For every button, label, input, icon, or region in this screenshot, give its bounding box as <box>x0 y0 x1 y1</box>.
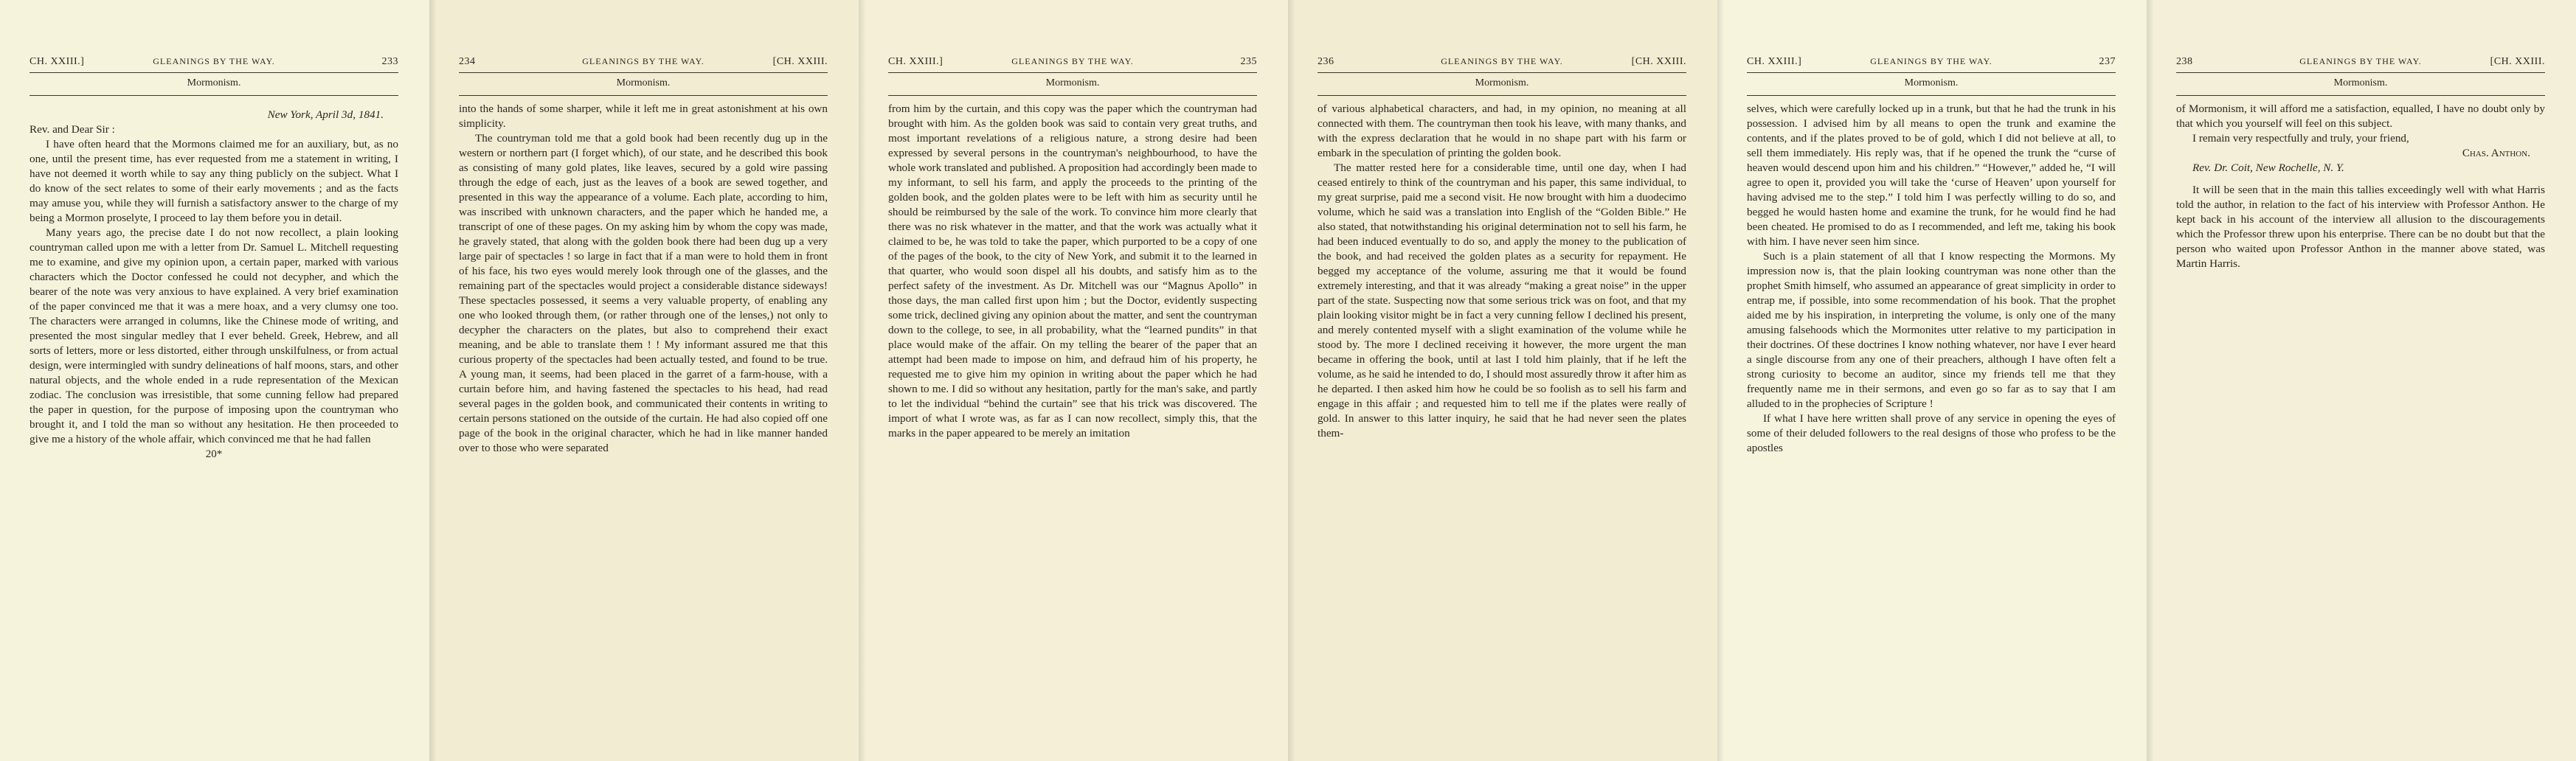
page-gutter <box>1288 0 1295 761</box>
running-head <box>1747 53 2116 73</box>
page-body <box>888 102 1257 441</box>
running-title: GLEANINGS BY THE WAY. <box>582 56 704 66</box>
running-title: GLEANINGS BY THE WAY. <box>153 56 275 66</box>
page-number: 233 <box>381 56 398 67</box>
section-subtitle: Mormonism. <box>1475 77 1529 88</box>
chapter-label: CH. XXIII.] <box>1747 56 1802 67</box>
page-number: 235 <box>1240 56 1257 67</box>
chapter-label: CH. XXIII.] <box>30 56 85 67</box>
paragraph: Many years ago, the precise date I do not now recollect, a plain looking countryman called upon me with a letter from Dr. Samuel L. Mitchell requesting me to examine, and give my opinion upon, a certain paper, marked with various characters which the Doctor confessed he could not decypher, and which the bearer of the note was very anxious to have explained. A very brief examination of the paper convinced me that it was a mere hoax, and a very clumsy one too. The characters were arranged in columns, like the Chinese mode of writing, and presented the most singular medley that I ever beheld. Greek, Hebrew, and all sorts of letters, more or less distorted, either through unskilfulness, or from actual design, were intermingled with sundry delineations of half moons, stars, and other natural objects, and the whole ended in a rude representation of the Mexican zodiac. The conclusion was irresistible, that some cunning fellow had prepared the paper in question, for the purpose of imposing upon the countryman who brought it, and I told the man so without any hesitation. He then proceeded to give me a history of the whole affair, which convinced me that he had fallen <box>30 226 398 445</box>
page-number: 234 <box>459 56 476 67</box>
signature: Chas. Anthon. <box>2462 147 2530 159</box>
section-subtitle: Mormonism. <box>187 77 241 88</box>
paragraph: I have often heard that the Mormons claimed me for an auxiliary, but, as no one, until the present time, has ever requested from me a statement in writing, I have not deemed it worth while to say any thing publicly on the subject. What I do know of the sect relates to some of their early movements ; and as the facts may amuse you, while they will furnish a satisfactory answer to the charge of my being a Mormon proselyte, I proceed to lay them before you in detail. <box>30 138 398 224</box>
addressee: Rev. Dr. Coit, New Rochelle, N. Y. <box>2192 161 2344 174</box>
page-gutter <box>859 0 866 761</box>
paragraph: from him by the curtain, and this copy was the paper which the countryman had brought with him. As the golden book was said to contain very great truths, and most important revelations of a religious nature, a strong desire had been expressed by several persons in the countryman's neighbourhood, to have the whole work translated and published. A proposition had accordingly been made to my informant, to sell his farm, and apply the proceeds to the printing of the golden book, and the golden plates were to be left with him as security until he should be reimbursed by the sale of the work. To convince him more clearly that there was no risk whatever in the matter, and that the work was actually what it claimed to be, he was told to take the paper, which purported to be a copy of one of the pages of the book, to the city of New York, and submit it to the learned in that quarter, who would soon dispel all his doubts, and satisfy him as to the perfect safety of the investment. As Dr. Mitchell was our “Magnus Apollo” in those days, the man called first upon him ; but the Doctor, evidently suspecting some trick, declined giving any opinion about the matter, and sent the countryman down to the college, to see, in all probability, what the “learned pundits” in that place would make of the affair. On my telling the bearer of the paper that an attempt had been made to impose on him, and defraud him of his property, he requested me to give him my opinion in writing about the paper which he had shown to me. I did so without any hesitation, partly for the man's sake, and partly to let the individual “behind the curtain” see that his trick was discovered. The import of what I wrote was, as far as I can now recollect, simply this, that the marks in the paper appeared to be merely an imitation <box>888 102 1257 439</box>
page-gutter <box>429 0 437 761</box>
page-body <box>2176 102 2545 271</box>
section-subtitle: Mormonism. <box>1904 77 1959 88</box>
paragraph: If what I have here written shall prove of any service in opening the eyes of some of their deluded followers to the real designs of those who profess to be the apostles <box>1747 412 2116 454</box>
signature-mark: 20* <box>205 448 223 460</box>
subtitle-rule <box>30 77 398 96</box>
subtitle-rule <box>888 77 1257 96</box>
running-title: GLEANINGS BY THE WAY. <box>1870 56 1992 66</box>
page-number: 238 <box>2176 56 2193 67</box>
section-subtitle: Mormonism. <box>1045 77 1100 88</box>
page-237 <box>1717 0 2147 761</box>
page-number: 237 <box>2099 56 2116 67</box>
subtitle-rule <box>459 77 828 96</box>
page-238 <box>2147 0 2576 761</box>
subtitle-rule <box>1318 77 1686 96</box>
page-body <box>1318 102 1686 441</box>
running-head <box>459 53 828 73</box>
page-number: 236 <box>1318 56 1334 67</box>
subtitle-rule <box>1747 77 2116 96</box>
page-gutter <box>1717 0 1725 761</box>
paragraph: The countryman told me that a gold book had been recently dug up in the western or northern part (I forget which), of our state, and he described this book as consisting of many gold plates, like leaves, secured by a gold wire passing through the edge of each, just as the leaves of a book are sewed together, and presented in this way the appearance of a volume. Each plate, according to him, was inscribed with unknown characters, and the paper which he handed me, a transcript of one of these pages. On my asking him by whom the copy was made, he gravely stated, that along with the golden book there had been dug up a very large pair of spectacles ! so large in fact that if a man were to hold them in front of his face, his two eyes would merely look through one of the glasses, and the remaining part of the spectacles would project a considerable distance sideways! These spectacles possessed, it seems a very valuable property, of enabling any one who looked through them, (or rather through one of the lenses,) not only to decypher the characters on the plates, but also to comprehend their exact meaning, and be able to translate them ! ! My informant assured me that this curious property of the spectacles had been actually tested, and found to be true. A young man, it seems, had been placed in the garret of a farm-house, with a curtain before him, and having fastened the spectacles to his head, had read several pages in the golden book, and communicated their contents in writing to certain persons stationed on the outside of the curtain. He had also copied off one page of the book in the original character, which he had in like manner handed over to those who were separated <box>459 132 828 454</box>
section-subtitle: Mormonism. <box>616 77 671 88</box>
page-235 <box>859 0 1288 761</box>
chapter-label: [CH. XXIII. <box>1631 56 1686 67</box>
paragraph: into the hands of some sharper, while it left me in great astonishment at his own simplicity. <box>459 102 828 130</box>
page-body <box>459 102 828 456</box>
running-head <box>888 53 1257 73</box>
running-title: GLEANINGS BY THE WAY. <box>1441 56 1563 66</box>
page-233 <box>0 0 429 761</box>
running-head <box>2176 53 2545 73</box>
chapter-label: [CH. XXIII. <box>2490 56 2545 67</box>
subtitle-rule <box>2176 77 2545 96</box>
page-236 <box>1288 0 1717 761</box>
page-gutter <box>2147 0 2154 761</box>
dateline: New York, April 3d, 1841. <box>267 108 384 121</box>
chapter-label: CH. XXIII.] <box>888 56 944 67</box>
page-body <box>30 108 398 462</box>
running-head <box>30 53 398 73</box>
salutation: Rev. and Dear Sir : <box>30 123 115 136</box>
paragraph: The matter rested here for a considerable time, until one day, when I had ceased entirely to think of the countryman and his paper, this same individual, to my great surprise, paid me a second visit. He now brought with him a duodecimo volume, which he said was a translation into English of the “Golden Bible.” He also stated, that notwithstanding his original determination not to sell his farm, he had been induced eventually to do so, and apply the money to the publication of the book, and had received the golden plates as a security for repayment. He begged my acceptance of the volume, assuring me that it would be found extremely interesting, and that it was already “making a great noise” in the upper part of the state. Suspecting now that some serious trick was on foot, and that my plain looking visitor might be in fact a very cunning fellow I declined his present, and merely contented myself with a slight examination of the volume while he stood by. The more I declined receiving it however, the more urgent the man became in offering the book, until at last I told him plainly, that if he left the volume, as he said he intended to do, I should most assuredly throw it after him as he departed. I then asked him how he could be so foolish as to sell his farm and engage in this affair ; and requested him to tell me if the plates were really of gold. In answer to this latter inquiry, he said that he had never seen the plates them- <box>1318 161 1686 439</box>
paragraph: of Mormonism, it will afford me a satisfaction, equalled, I have no doubt only by that which you yourself will feel on this subject. <box>2176 102 2545 130</box>
paragraph: Such is a plain statement of all that I know respecting the Mormons. My impression now is, that the plain looking countryman was none other than the prophet Smith himself, who assumed an appearance of great simplicity in order to entrap me, if possible, into some recommendation of his book. That the prophet aided me by his inspiration, in interpreting the volume, is only one of the many amusing falsehoods which the Mormonites utter relative to my participation in their doctrines. Of these doctrines I know nothing whatever, nor have I ever heard a single discourse from any one of their preachers, although I have often felt a strong curiosity to become an auditor, since my friends tell me that they frequently name me in their sermons, and even go so far as to say that I am alluded to in the prophecies of Scripture ! <box>1747 250 2116 410</box>
chapter-label: [CH. XXIII. <box>772 56 828 67</box>
closing-paragraph: It will be seen that in the main this tallies exceedingly well with what Harris told the author, in relation to the fact of his interview with Professor Anthon. He kept back in his account of the interview all allusion to the discouragements which the Professor threw upon his enterprise. There can be no doubt but that the person who waited upon Professor Anthon in the manner above stated, was Martin Harris. <box>2176 184 2545 270</box>
running-head <box>1318 53 1686 73</box>
page-234 <box>429 0 859 761</box>
running-title: GLEANINGS BY THE WAY. <box>2299 56 2422 66</box>
running-title: GLEANINGS BY THE WAY. <box>1011 56 1134 66</box>
paragraph: I remain very respectfully and truly, your friend, <box>2192 132 2409 145</box>
section-subtitle: Mormonism. <box>2333 77 2388 88</box>
page-body <box>1747 102 2116 456</box>
paragraph: selves, which were carefully locked up in a trunk, but that he had the trunk in his possession. I advised him by all means to open the trunk and examine the contents, and if the plates proved to be of gold, which I did not believe at all, to sell them immediately. His reply was, that if he opened the trunk the “curse of heaven would descend upon him and his children.” “However,” added he, “I will agree to open it, provided you will take the ‘curse of Heaven’ upon yourself for having advised me to the step.” I told him I was perfectly willing to do so, and begged he would hasten home and examine the trunk, for he would find he had been cheated. He promised to do as I recommended, and left me, taking his book with him. I have never seen him since. <box>1747 102 2116 248</box>
paragraph: of various alphabetical characters, and had, in my opinion, no meaning at all connected with them. The countryman then took his leave, with many thanks, and with the express declaration that he would in no shape part with his farm or embark in the speculation of printing the golden book. <box>1318 102 1686 159</box>
